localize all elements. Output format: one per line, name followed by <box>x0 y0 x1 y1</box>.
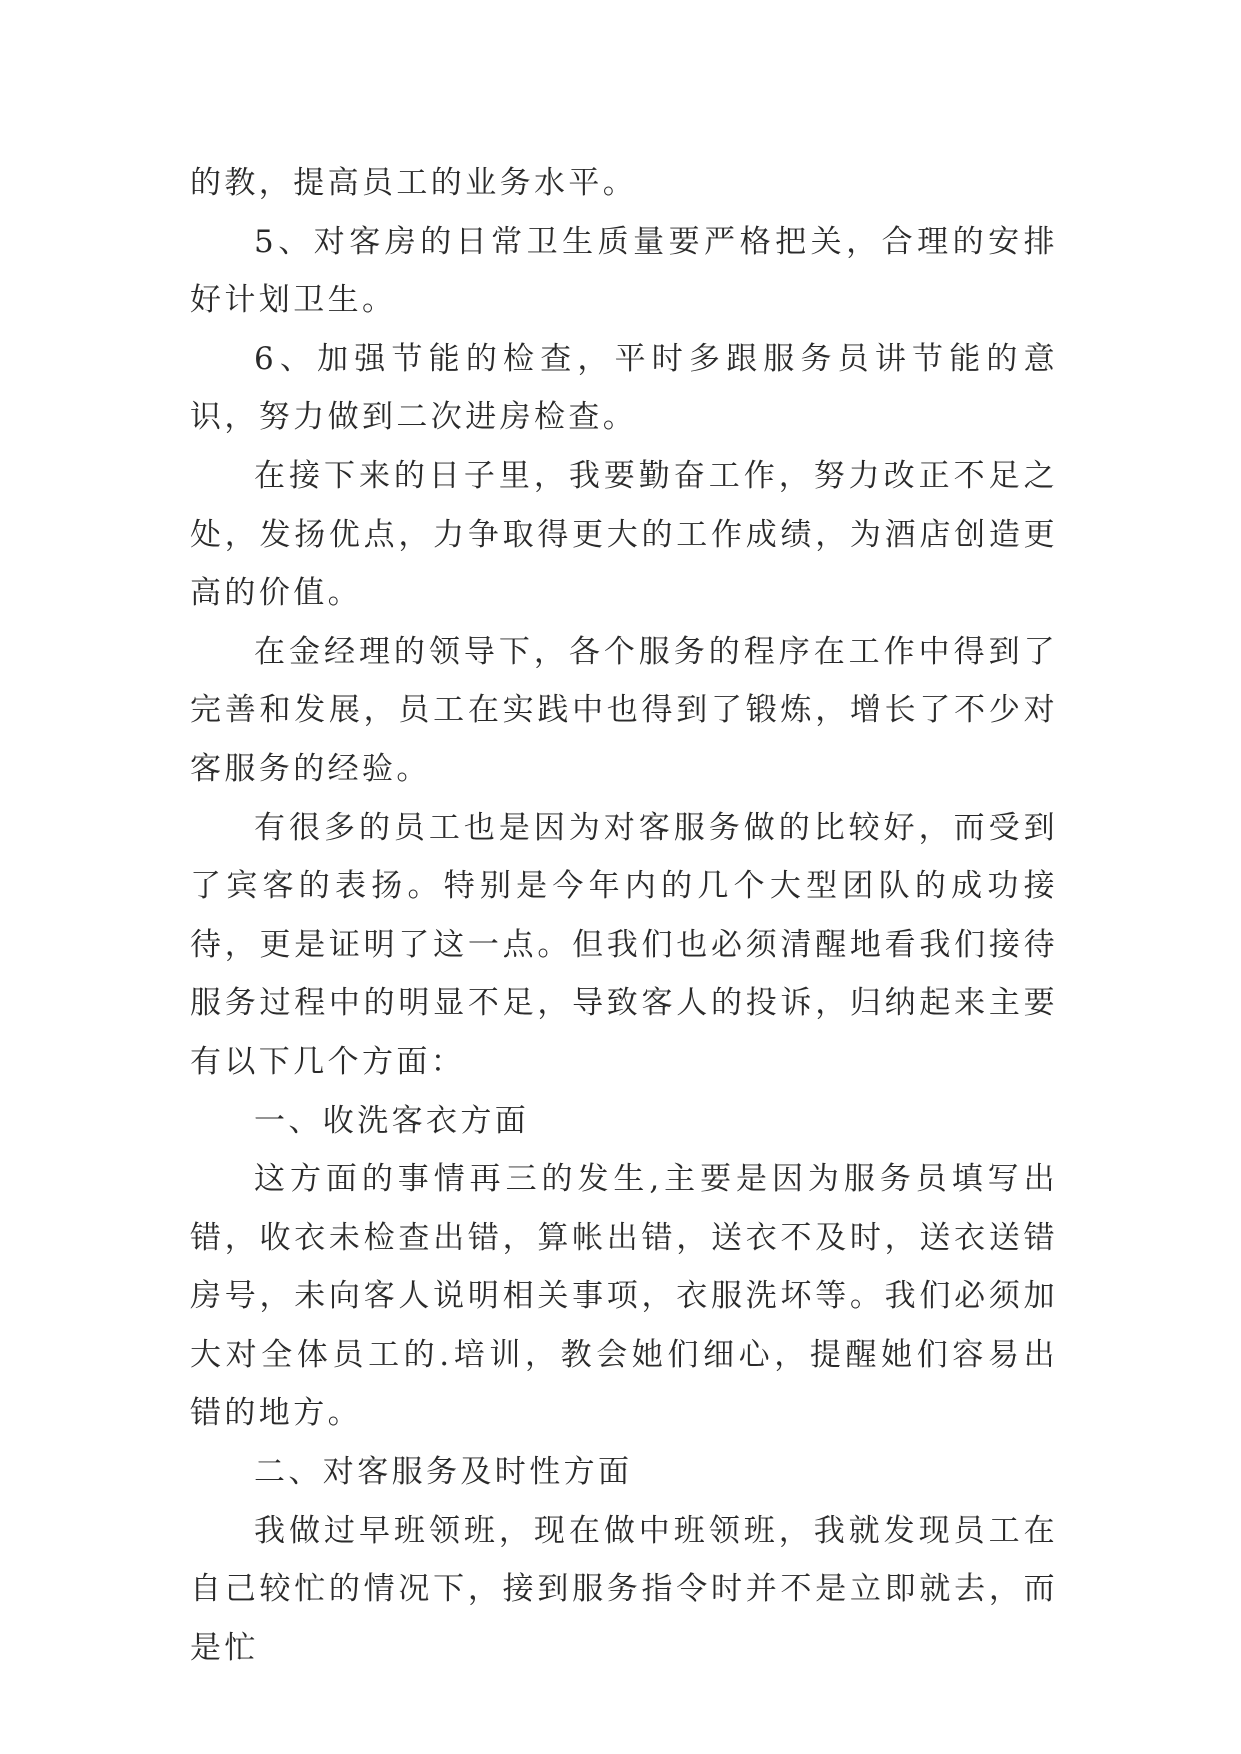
paragraph: 这方面的事情再三的发生,主要是因为服务员填写出错，收衣未检查出错，算帐出错，送衣不及时，送衣送错房号，未向客人说明相关事项，衣服洗坏等。我们必须加大对全体员工的.培训，教会她们细心，提醒她们容易出错的地方。 <box>190 1161 1058 1432</box>
section-heading: 二、对客服务及时性方面 <box>254 1454 633 1491</box>
paragraph: 5、对客房的日常卫生质量要严格把关，合理的安排好计划卫生。 <box>190 223 1058 319</box>
paragraph: 6、加强节能的检查，平时多跟服务员讲节能的意识，努力做到二次进房检查。 <box>190 340 1058 436</box>
paragraph: 我做过早班领班，现在做中班领班，我就发现员工在自己较忙的情况下，接到服务指令时并不是立即就去，而是忙 <box>190 1512 1058 1666</box>
paragraph: 的教，提高员工的业务水平。 <box>190 165 638 201</box>
paragraph: 在接下来的日子里，我要勤奋工作，努力改正不足之处，发扬优点，力争取得更大的工作成绩，为酒店创造更高的价值。 <box>190 457 1058 612</box>
document-body <box>190 154 1058 1677</box>
paragraph: 在金经理的领导下，各个服务的程序在工作中得到了完善和发展，员工在实践中也得到了锻炼，增长了不少对客服务的经验。 <box>190 633 1058 787</box>
paragraph: 有很多的员工也是因为对客服务做的比较好，而受到了宾客的表扬。特别是今年内的几个大型团队的成功接待，更是证明了这一点。但我们也必须清醒地看我们接待服务过程中的明显不足，导致客人的投诉，归纳起来主要有以下几个方面： <box>190 809 1058 1080</box>
section-heading: 一、收洗客衣方面 <box>254 1102 530 1139</box>
